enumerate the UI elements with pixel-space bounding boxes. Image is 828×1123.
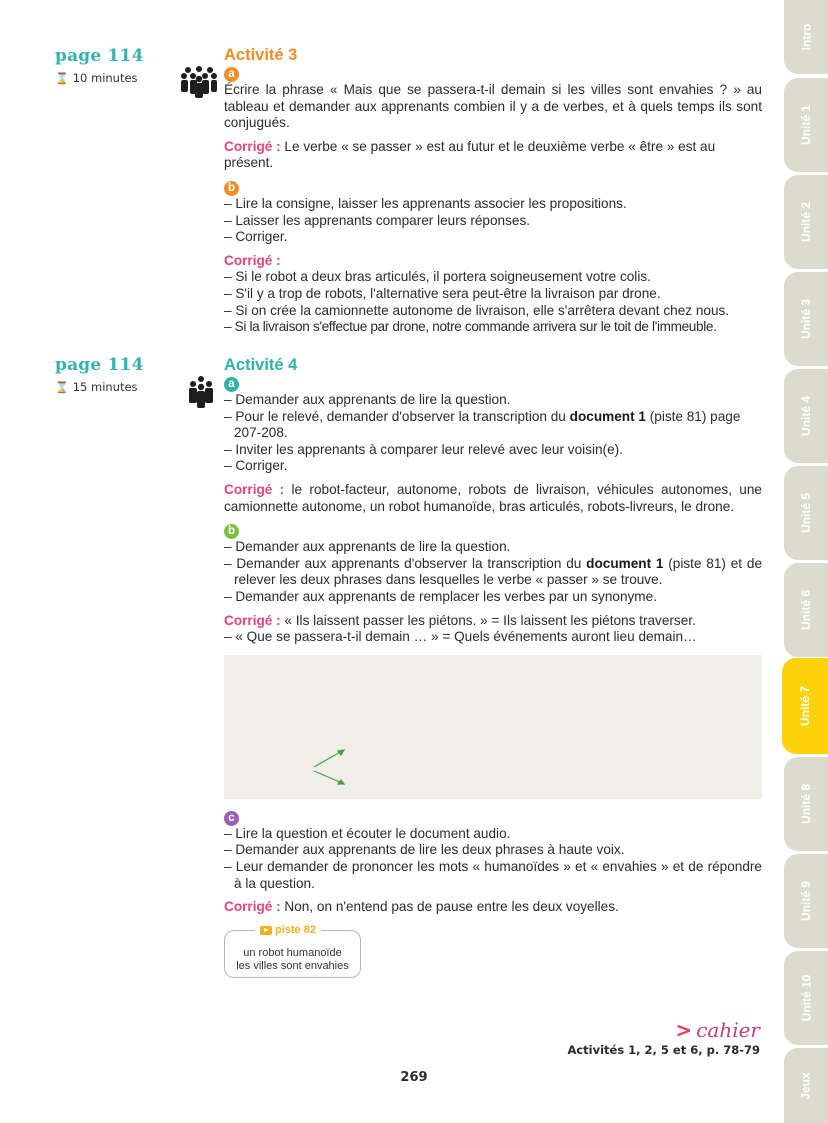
duration: ⌛ 10 minutes — [55, 71, 138, 85]
unit-tabs — [784, 0, 828, 1123]
step: – Demander aux apprenants de remplacer les verbes par un synonyme. — [224, 588, 657, 604]
tab-unite-7[interactable]: Unité 7 — [782, 658, 828, 754]
step: – Corriger. — [224, 458, 288, 474]
corrige: Corrigé : Le verbe « se passer » est au futur et le deuxième verbe « être » est au présent. — [224, 138, 716, 171]
step: – Inviter les apprenants à comparer leur relevé avec leur voisin(e). — [224, 441, 623, 457]
corrige-line: – Si la livraison s'effectue par drone, notre commande arrivera sur le toit de l'immeuble. — [224, 319, 717, 335]
corrige-line: – S'il y a trop de robots, l'alternative sera peut-être la livraison par drone. — [224, 285, 661, 301]
chevron-right-icon: > — [675, 1018, 693, 1042]
audio-track-box — [224, 923, 361, 978]
corrige-line: – Si on crée la camionnette autonome de livraison, elle s'arrêtera devant chez nous. — [224, 302, 730, 318]
part-c-badge: c — [224, 811, 239, 826]
tab-unite-6[interactable]: Unité 6 — [784, 563, 828, 657]
part-a-badge: a — [224, 67, 239, 82]
tab-unite-2[interactable]: Unité 2 — [784, 175, 828, 269]
blackboard-box — [224, 655, 762, 799]
tab-unite-9[interactable]: Unité 9 — [784, 854, 828, 948]
corrige-line: – « Que se passera-t-il demain … » = Quels événements auront lieu demain… — [224, 629, 697, 645]
tab-unite-5[interactable]: Unité 5 — [784, 466, 828, 560]
audio-track-label[interactable]: piste 82 — [255, 924, 321, 937]
play-icon[interactable] — [260, 926, 272, 935]
step: – Demander aux apprenants d'observer la transcription du document 1 (piste 81) et de relever les deux phrases dans lesquelles le verbe « passer » se trouve. — [224, 555, 763, 588]
page-reference: page 114 — [55, 46, 144, 66]
corrige: Corrigé : le robot-facteur, autonome, robots de livraison, véhicules autonomes, une camionnette autonome, un robot humanoïde, bras articulés, robots-livreurs, le drone. — [224, 481, 762, 514]
cahier-activities: Activités 1, 2, 5 et 6, p. 78-79 — [567, 1043, 760, 1057]
duration: ⌛ 15 minutes — [55, 380, 138, 394]
tab-unite-1[interactable]: Unité 1 — [784, 78, 828, 172]
tab-unite-4[interactable]: Unité 4 — [784, 369, 828, 463]
tab-unite-8[interactable]: Unité 8 — [784, 757, 828, 851]
activity-title: Activité 4 — [224, 356, 298, 374]
cahier-reference: > cahier Activités 1, 2, 5 et 6, p. 78-79 — [567, 1018, 760, 1057]
step: – Laisser les apprenants comparer leurs réponses. — [224, 212, 531, 228]
branch-arrows-icon — [312, 747, 352, 789]
corrige-label: Corrigé : — [224, 252, 281, 268]
activity-3-meta — [55, 46, 144, 85]
corrige: Corrigé : Non, on n'entend pas de pause entre les deux voyelles. — [224, 899, 619, 915]
tab-unite-10[interactable]: Unité 10 — [784, 951, 828, 1045]
step: – Demander aux apprenants de lire la question. — [224, 392, 511, 407]
page-number: 269 — [400, 1070, 428, 1085]
step: – Corriger. — [224, 229, 288, 245]
activity-4 — [224, 355, 762, 978]
part-b-badge: b — [224, 524, 239, 539]
hourglass-icon: ⌛ — [55, 380, 69, 394]
activity-3 — [224, 45, 762, 336]
step: – Demander aux apprenants de lire la question. — [224, 539, 511, 555]
track-line: un robot humanoïde — [243, 946, 342, 959]
hourglass-icon: ⌛ — [55, 71, 69, 85]
page-reference: page 114 — [55, 355, 144, 375]
track-line: les villes sont envahies — [236, 959, 349, 972]
large-group-icon — [180, 66, 218, 103]
corrige-line: – Si le robot a deux bras articulés, il portera soigneusement votre colis. — [224, 269, 651, 285]
step: – Leur demander de prononcer les mots « humanoïdes » et « envahies » et de répondre à la question. — [224, 858, 762, 891]
tab-unite-3[interactable]: Unité 3 — [784, 272, 828, 366]
part-a-badge: a — [224, 377, 239, 392]
small-group-icon — [188, 376, 214, 413]
part-b-badge: b — [224, 181, 239, 196]
step: – Lire la consigne, laisser les apprenants associer les propositions. — [224, 195, 627, 211]
corrige: Corrigé : « Ils laissent passer les piétons. » = Ils laissent les piétons traverser. — [224, 612, 696, 628]
step: – Demander aux apprenants de lire les deux phrases à haute voix. — [224, 842, 625, 858]
step: – Pour le relevé, demander d'observer la transcription du document 1 (piste 81) page 207-208. — [224, 408, 741, 441]
activity-4-meta — [55, 355, 144, 394]
instruction: Écrire la phrase « Mais que se passera-t-il demain si les villes sont envahies ? » au tableau et demander aux apprenants combien il y a de verbes, et à quels temps ils sont conjugués. — [224, 82, 762, 131]
tab-intro[interactable]: Intro — [784, 0, 828, 74]
step: – Lire la question et écouter le document audio. — [224, 825, 511, 841]
tab-jeux[interactable]: Jeux — [784, 1048, 828, 1123]
activity-title: Activité 3 — [224, 46, 298, 64]
